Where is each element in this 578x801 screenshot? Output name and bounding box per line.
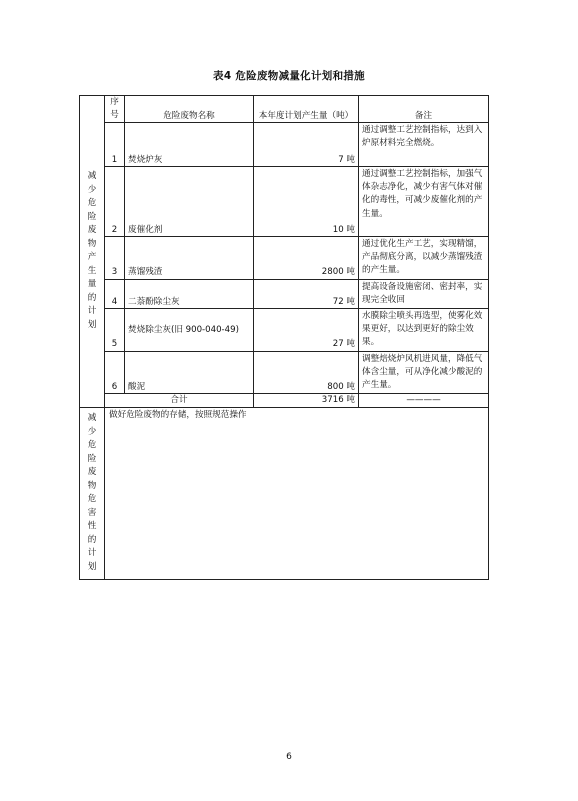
section2-label: 减少危险废物危害性的计划 <box>87 413 97 572</box>
waste-reduction-table <box>79 95 489 580</box>
row-amount: 72 吨 <box>254 279 359 308</box>
page-number: 6 <box>286 752 292 762</box>
row-amount: 27 吨 <box>254 309 359 352</box>
header-seq: 序号 <box>105 96 125 123</box>
row-amount: 2800 吨 <box>254 237 359 280</box>
table-row <box>80 351 489 394</box>
total-label: 合计 <box>105 394 254 408</box>
row-note: 水膜除尘喷头再选型，使雾化效果更好，以达到更好的除尘效果。 <box>359 309 489 352</box>
row-amount: 10 吨 <box>254 167 359 237</box>
header-note: 备注 <box>359 96 489 123</box>
row-seq: 3 <box>105 237 125 280</box>
row-note: 通过调整工艺控制指标，加强气体杂志净化，减少有害气体对催化的毒性，可减少废催化剂的产生量。 <box>359 167 489 237</box>
section2-row <box>80 407 489 579</box>
table-row <box>80 237 489 280</box>
section1-label-cell <box>80 96 105 408</box>
section2-text: 做好危险废物的存储，按照规范操作 <box>105 407 489 579</box>
row-seq: 5 <box>105 309 125 352</box>
total-row <box>80 394 489 408</box>
header-row <box>80 96 489 123</box>
table-row <box>80 309 489 352</box>
total-amount: 3716 吨 <box>254 394 359 408</box>
row-note: 通过调整工艺控制指标，达到入炉原材料完全燃烧。 <box>359 123 489 167</box>
header-name: 危险废物名称 <box>125 96 254 123</box>
row-name: 焚烧除尘灰(旧 900-040-49) <box>125 309 254 352</box>
row-amount: 800 吨 <box>254 351 359 394</box>
section1-label: 减少危险废物产生量的计划 <box>87 171 97 330</box>
row-note: 调整焙烧炉风机进风量，降低气体含尘量，可从净化减少酸泥的产生量。 <box>359 351 489 394</box>
row-name: 二萘酚除尘灰 <box>125 279 254 308</box>
header-amount: 本年度计划产生量（吨） <box>254 96 359 123</box>
row-name: 酸泥 <box>125 351 254 394</box>
row-seq: 1 <box>105 123 125 167</box>
table-row <box>80 167 489 237</box>
table-row <box>80 123 489 167</box>
row-name: 焚烧炉灰 <box>125 123 254 167</box>
row-note: 提高设备设施密闭、密封率，实现完全收回 <box>359 279 489 308</box>
row-name: 废催化剂 <box>125 167 254 237</box>
row-seq: 4 <box>105 279 125 308</box>
table-title: 表4 危险废物减量化计划和措施 <box>213 70 365 82</box>
row-seq: 2 <box>105 167 125 237</box>
row-name: 蒸馏残渣 <box>125 237 254 280</box>
row-amount: 7 吨 <box>254 123 359 167</box>
total-note: ———— <box>359 394 489 408</box>
table-row <box>80 279 489 308</box>
section2-label-cell <box>80 407 105 579</box>
row-note: 通过优化生产工艺，实现精馏，产品彻底分离，以减少蒸馏残渣的产生量。 <box>359 237 489 280</box>
row-seq: 6 <box>105 351 125 394</box>
